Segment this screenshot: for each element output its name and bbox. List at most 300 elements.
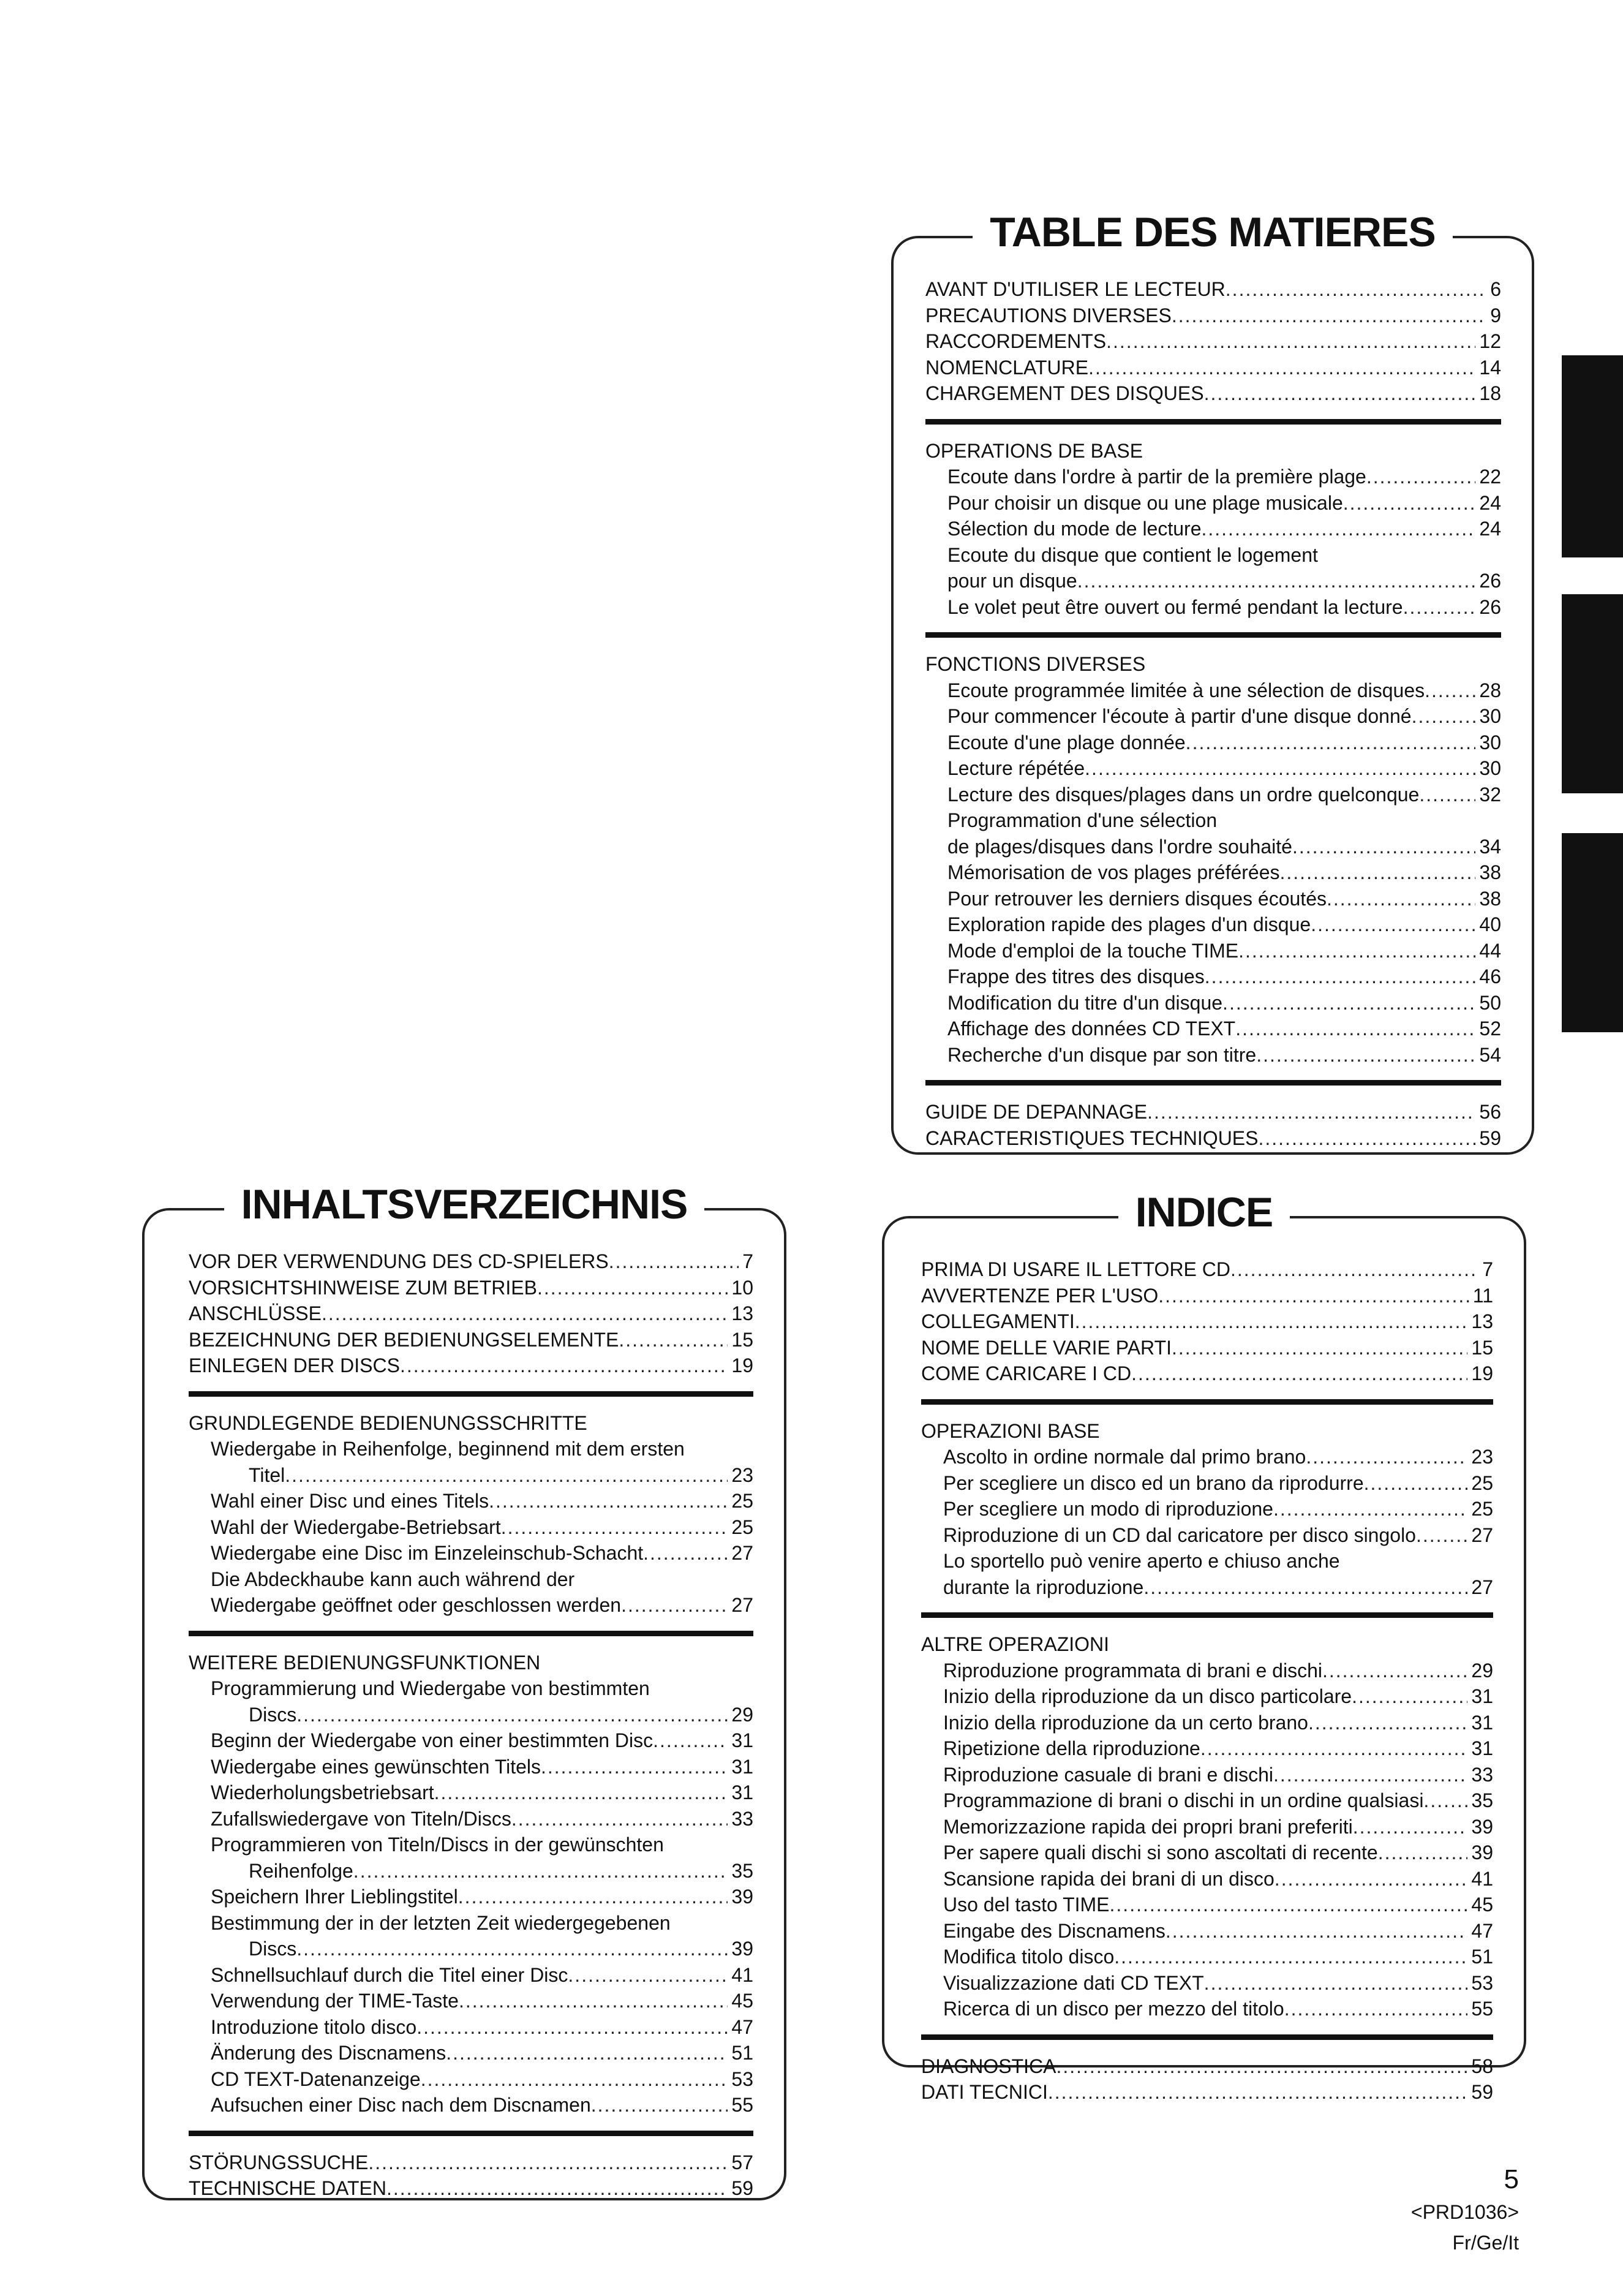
section-heading: OPERATIONS DE BASE [925, 439, 1143, 462]
toc-entry [943, 1918, 1493, 1944]
entry-page-number: 40 [1479, 913, 1501, 935]
dot-leader [1322, 1658, 1467, 1684]
de-bottom-section [189, 2150, 753, 2202]
dot-leader [1419, 782, 1475, 808]
entry-title: CARACTERISTIQUES TECHNIQUES [925, 1127, 1259, 1149]
entry-page-number: 54 [1479, 1043, 1501, 1066]
dot-leader [296, 1936, 728, 1962]
entry-title: Sélection du mode de lecture [947, 518, 1202, 540]
entry-title: Uso del tasto TIME [943, 1894, 1110, 1916]
entry-page-number: 31 [1471, 1685, 1493, 1707]
toc-entry [943, 1814, 1493, 1840]
dot-leader [1226, 276, 1486, 303]
fr-bottom-section [925, 1099, 1501, 1151]
toc-entry [211, 1806, 753, 1832]
toc-entry [211, 1754, 753, 1780]
toc-entry [943, 1574, 1493, 1601]
it-bottom-section [921, 2053, 1493, 2105]
entry-page-number: 15 [731, 1328, 753, 1351]
toc-entry [943, 1444, 1493, 1470]
entry-title: pour un disque [947, 570, 1077, 592]
entry-page-number: 24 [1479, 491, 1501, 514]
toc-entry [943, 1970, 1493, 1996]
toc-entry [211, 2092, 753, 2118]
entry-title: Recherche d'un disque par son titre [947, 1043, 1257, 1066]
section-heading: WEITERE BEDIENUNGSFUNKTIONEN [189, 1651, 541, 1674]
dot-leader [1147, 1099, 1475, 1125]
entry-title: NOMENCLATURE [925, 356, 1089, 379]
dot-leader [1143, 1574, 1467, 1601]
entry-title: Wiedergabe eines gewünschten Titels [211, 1755, 541, 1778]
toc-entry [211, 2040, 753, 2066]
toc-entry [925, 328, 1501, 355]
dot-leader [619, 1327, 728, 1353]
dot-leader [1172, 1335, 1467, 1361]
page-footer [1274, 2162, 1519, 2258]
toc-entry [189, 1275, 753, 1301]
entry-page-number: 38 [1479, 861, 1501, 883]
entry-title: Ecoute d'une plage donnée [947, 731, 1186, 753]
entry-title: Ripetizione della riproduzione [943, 1737, 1200, 1759]
entry-page-number: 11 [1472, 1284, 1493, 1307]
dot-leader [1204, 380, 1476, 407]
entry-page-number: 34 [1479, 835, 1501, 858]
toc-italiano [882, 1189, 1526, 2103]
toc-entry [211, 2014, 753, 2041]
toc-entry [947, 938, 1501, 964]
entry-title: GUIDE DE DEPANNAGE [925, 1101, 1148, 1123]
entry-page-number: 35 [731, 1859, 753, 1882]
dot-leader [1258, 1125, 1475, 1152]
dot-leader [489, 1488, 728, 1514]
dot-leader [1114, 1944, 1467, 1970]
entry-page-number: 30 [1479, 757, 1501, 779]
toc-entry [921, 1283, 1493, 1309]
entry-page-number: 59 [1479, 1127, 1501, 1149]
toc-entry [925, 303, 1501, 329]
entry-page-number: 14 [1479, 356, 1501, 379]
divider [921, 1399, 1493, 1405]
divider [189, 1391, 753, 1397]
entry-title: DATI TECNICI [921, 2081, 1048, 2103]
entry-title: Eingabe des Discnamens [943, 1919, 1165, 1942]
entry-page-number: 53 [1471, 1971, 1493, 1994]
fr-div-section [925, 678, 1501, 1068]
entry-page-number: 25 [1471, 1498, 1493, 1520]
entry-page-number: 52 [1479, 1018, 1501, 1040]
toc-entry [943, 1658, 1493, 1684]
toc-entry [921, 1361, 1493, 1387]
toc-entry [921, 1308, 1493, 1335]
entry-title: Wiedergabe geöffnet oder geschlossen werden [211, 1594, 622, 1616]
toc-entry [925, 276, 1501, 303]
dot-leader [1172, 303, 1486, 329]
dot-leader [1403, 594, 1476, 621]
entry-title: Wahl der Wiedergabe-Betriebsart [211, 1516, 501, 1538]
toc-entry [947, 964, 1501, 990]
entry-page-number: 15 [1471, 1336, 1493, 1359]
entry-title: Aufsuchen einer Disc nach dem Discnamen [211, 2094, 591, 2116]
entry-page-number: 31 [731, 1729, 753, 1751]
toc-entry [211, 1702, 753, 1728]
toc-entry [947, 703, 1501, 730]
fr-top-section [925, 276, 1501, 407]
dot-leader [1306, 1444, 1467, 1470]
dot-leader [541, 1754, 728, 1780]
toc-entry [947, 678, 1501, 704]
entry-page-number: 12 [1479, 330, 1501, 352]
dot-leader [1256, 1042, 1475, 1068]
entry-title: Discs [249, 1938, 297, 1960]
entry-page-number: 29 [1471, 1659, 1493, 1682]
entry-title: NOME DELLE VARIE PARTI [921, 1336, 1172, 1359]
dot-leader [459, 1988, 728, 2014]
toc-entry [189, 1301, 753, 1327]
entry-page-number: 46 [1479, 965, 1501, 988]
dot-leader [322, 1301, 728, 1327]
dot-leader [1230, 1256, 1478, 1283]
toc-entry [947, 886, 1501, 912]
entry-title: DIAGNOSTICA [921, 2055, 1056, 2077]
entry-page-number: 33 [731, 1807, 753, 1830]
toc-entry [211, 2066, 753, 2093]
entry-title: Frappe des titres des disques [947, 965, 1205, 988]
toc-entry [943, 1762, 1493, 1788]
dot-leader [568, 1962, 728, 1988]
toc-entry [925, 380, 1501, 407]
model-code: <PRD1036> [1410, 2201, 1519, 2223]
divider [925, 419, 1501, 425]
entry-page-number: 23 [731, 1463, 753, 1486]
toc-entry [943, 1866, 1493, 1892]
entry-page-number: 31 [1471, 1711, 1493, 1734]
entry-title: Ascolto in ordine normale dal primo brano [943, 1446, 1306, 1468]
entry-title: Visualizzazione dati CD TEXT [943, 1971, 1204, 1994]
entry-title: de plages/disques dans l'ordre souhaité [947, 835, 1292, 858]
toc-entry [211, 1884, 753, 1910]
toc-entry [943, 1735, 1493, 1762]
entry-title: Speichern Ihrer Lieblingstitel [211, 1886, 458, 1908]
page-number: 5 [1504, 2164, 1519, 2194]
dot-leader [1412, 703, 1476, 730]
dot-leader [1423, 1788, 1467, 1814]
toc-entry [943, 1996, 1493, 2022]
toc-entry: Programmieren von Titeln/Discs in der gewünschten [211, 1833, 664, 1856]
dot-leader [1110, 1892, 1468, 1918]
divider [921, 1612, 1493, 1618]
section-heading: FONCTIONS DIVERSES [925, 653, 1146, 675]
entry-page-number: 55 [731, 2094, 753, 2116]
toc-deutsch-title: INHALTSVERZEICHNIS [224, 1181, 705, 1228]
entry-page-number: 29 [731, 1703, 753, 1726]
entry-title: RACCORDEMENTS [925, 330, 1107, 352]
toc-entry [921, 1335, 1493, 1361]
dot-leader [591, 2092, 728, 2118]
dot-leader [1088, 355, 1475, 381]
dot-leader [1158, 1283, 1469, 1309]
entry-title: Titel [249, 1463, 285, 1486]
entry-title: Ricerca di un disco per mezzo del titolo [943, 1998, 1284, 2020]
toc-entry [943, 1470, 1493, 1497]
dot-leader [501, 1514, 728, 1541]
entry-page-number: 30 [1479, 731, 1501, 753]
entry-title: Pour commencer l'écoute à partir d'une disque donné [947, 705, 1412, 727]
dot-leader [511, 1806, 728, 1832]
divider [925, 1080, 1501, 1086]
entry-page-number: 19 [1471, 1362, 1493, 1384]
dot-leader [1352, 1683, 1467, 1710]
toc-entry [189, 1327, 753, 1353]
entry-page-number: 58 [1471, 2055, 1493, 2077]
entry-page-number: 45 [731, 1990, 753, 2012]
entry-page-number: 13 [1471, 1310, 1493, 1332]
entry-title: Wahl einer Disc und eines Titels [211, 1490, 489, 1512]
entry-title: Inizio della riproduzione da un certo brano [943, 1711, 1308, 1734]
toc-entry [211, 1858, 753, 1884]
entry-page-number: 27 [1471, 1576, 1493, 1598]
entry-title: Ecoute programmée limitée à une sélection de disques [947, 679, 1425, 701]
entry-page-number: 41 [731, 1963, 753, 1986]
entry-page-number: 18 [1479, 382, 1501, 404]
entry-title: Lecture répétée [947, 757, 1085, 779]
entry-page-number: 32 [1479, 783, 1501, 806]
entry-title: CD TEXT-Datenanzeige [211, 2068, 421, 2090]
entry-page-number: 33 [1471, 1763, 1493, 1786]
entry-title: durante la riproduzione [943, 1576, 1144, 1598]
it-base-section [921, 1444, 1493, 1600]
toc-entry [947, 834, 1501, 860]
tab-italiano [1562, 833, 1623, 1032]
entry-page-number: 38 [1479, 887, 1501, 910]
toc-entry: Die Abdeckhaube kann auch während der [211, 1568, 575, 1590]
fr-base-section [925, 464, 1501, 620]
toc-entry [211, 1988, 753, 2014]
dot-leader [537, 1275, 728, 1301]
entry-title: TECHNISCHE DATEN [189, 2177, 386, 2199]
toc-entry [943, 1944, 1493, 1970]
dot-leader [386, 2175, 728, 2202]
toc-entry: Lo sportello può venire aperto e chiuso anche [943, 1550, 1340, 1572]
entry-title: Schnellsuchlauf durch die Titel einer Disc [211, 1963, 568, 1986]
entry-title: Per scegliere un modo di riproduzione [943, 1498, 1273, 1520]
dot-leader [1205, 964, 1476, 990]
toc-entry [943, 1892, 1493, 1918]
entry-title: Modifica titolo disco [943, 1946, 1115, 1968]
toc-entry [947, 755, 1501, 782]
dot-leader [416, 2014, 728, 2041]
toc-entry [211, 1728, 753, 1754]
entry-title: AVANT D'UTILISER LE LECTEUR [925, 278, 1226, 300]
dot-leader [1186, 730, 1476, 756]
toc-entry [211, 1514, 753, 1541]
toc-entry [189, 1248, 753, 1275]
entry-page-number: 13 [731, 1302, 753, 1324]
dot-leader [458, 1884, 728, 1910]
entry-title: BEZEICHNUNG DER BEDIENUNGSELEMENTE [189, 1328, 619, 1351]
divider [921, 2034, 1493, 2040]
entry-page-number: 59 [1471, 2081, 1493, 2103]
entry-title: Le volet peut être ouvert ou fermé pendant la lecture [947, 595, 1403, 618]
dot-leader [1201, 516, 1475, 542]
toc-entry [943, 1710, 1493, 1736]
dot-leader [1353, 1814, 1468, 1840]
entry-title: Programmazione di brani o dischi in un ordine qualsiasi [943, 1789, 1424, 1811]
dot-leader [1366, 464, 1476, 490]
dot-leader [1425, 678, 1475, 704]
de-more-section [189, 1675, 753, 2118]
entry-page-number: 31 [731, 1755, 753, 1778]
toc-entry [947, 1042, 1501, 1068]
entry-page-number: 27 [1471, 1524, 1493, 1546]
entry-page-number: 47 [731, 2015, 753, 2038]
entry-title: Riproduzione casuale di brani e dischi [943, 1763, 1273, 1786]
dot-leader [1327, 886, 1475, 912]
dot-leader [434, 1780, 728, 1806]
entry-page-number: 26 [1479, 595, 1501, 618]
toc-entry [189, 2175, 753, 2202]
entry-title: Mémorisation de vos plages préférées [947, 861, 1280, 883]
toc-entry [211, 1780, 753, 1806]
toc-entry [211, 1962, 753, 1988]
entry-page-number: 10 [731, 1276, 753, 1299]
entry-title: Änderung des Discnamens [211, 2042, 446, 2064]
toc-entry [925, 355, 1501, 381]
toc-entry [211, 1462, 753, 1489]
entry-title: Beginn der Wiedergabe von einer bestimmten Disc [211, 1729, 653, 1751]
it-top-section [921, 1256, 1493, 1387]
toc-entry [947, 859, 1501, 886]
dot-leader [1235, 1016, 1475, 1042]
toc-entry [943, 1496, 1493, 1522]
entry-page-number: 39 [1471, 1841, 1493, 1864]
dot-leader [1077, 568, 1476, 594]
toc-entry [189, 1353, 753, 1379]
dot-leader [1075, 1308, 1468, 1335]
toc-entry: Ecoute du disque que contient le logement [947, 543, 1318, 566]
dot-leader [1200, 1735, 1468, 1762]
toc-entry [947, 594, 1501, 621]
toc-entry: Programmierung und Wiedergabe von bestimmten [211, 1677, 650, 1699]
entry-title: Lecture des disques/plages dans un ordre quelconque [947, 783, 1420, 806]
toc-entry [947, 516, 1501, 542]
entry-title: COME CARICARE I CD [921, 1362, 1132, 1384]
entry-page-number: 31 [731, 1781, 753, 1803]
entry-page-number: 53 [731, 2068, 753, 2090]
entry-title: Memorizzazione rapida dei propri brani preferiti [943, 1815, 1353, 1838]
tab-francais [1562, 355, 1623, 557]
toc-francais [891, 209, 1534, 1155]
entry-page-number: 55 [1471, 1998, 1493, 2020]
dot-leader [1378, 1840, 1468, 1866]
entry-page-number: 59 [731, 2177, 753, 2199]
entry-title: PRECAUTIONS DIVERSES [925, 304, 1172, 327]
entry-title: Wiedergabe eine Disc im Einzeleinschub-Schacht [211, 1542, 644, 1564]
dot-leader [1056, 2053, 1467, 2080]
dot-leader [1280, 859, 1476, 886]
entry-page-number: 57 [731, 2151, 753, 2173]
entry-title: Per scegliere un disco ed un brano da riprodurre [943, 1471, 1364, 1494]
entry-title: EINLEGEN DER DISCS [189, 1354, 400, 1376]
dot-leader [285, 1462, 728, 1489]
dot-leader [1364, 1470, 1468, 1497]
entry-page-number: 9 [1490, 304, 1501, 327]
section-heading: GRUNDLEGENDE BEDIENUNGSSCHRITTE [189, 1411, 587, 1434]
entry-title: Ecoute dans l'ordre à partir de la première plage [947, 466, 1366, 488]
dot-leader [296, 1702, 728, 1728]
entry-title: Zufallswiedergave von Titeln/Discs [211, 1807, 511, 1830]
dot-leader [643, 1540, 728, 1566]
entry-page-number: 44 [1479, 939, 1501, 962]
divider [189, 2131, 753, 2136]
toc-entry [947, 464, 1501, 490]
toc-entry [189, 2150, 753, 2176]
entry-page-number: 23 [1471, 1446, 1493, 1468]
toc-entry [211, 1592, 753, 1618]
entry-title: Riproduzione di un CD dal caricatore per disco singolo [943, 1524, 1416, 1546]
entry-page-number: 47 [1471, 1919, 1493, 1942]
entry-title: Introduzione titolo disco [211, 2015, 417, 2038]
entry-page-number: 26 [1479, 570, 1501, 592]
dot-leader [400, 1353, 728, 1379]
toc-entry: Bestimmung der in der letzten Zeit wiedergegebenen [211, 1911, 671, 1934]
section-heading: ALTRE OPERAZIONI [921, 1633, 1110, 1655]
entry-title: Scansione rapida dei brani di un disco [943, 1867, 1275, 1890]
toc-entry [947, 730, 1501, 756]
dot-leader [609, 1248, 739, 1275]
entry-title: Discs [249, 1703, 297, 1726]
toc-entry [921, 2079, 1493, 2105]
toc-entry [947, 912, 1501, 938]
toc-entry [211, 1540, 753, 1566]
entry-title: Modification du titre d'un disque [947, 991, 1223, 1014]
entry-page-number: 25 [731, 1516, 753, 1538]
entry-page-number: 50 [1479, 991, 1501, 1014]
entry-page-number: 25 [731, 1490, 753, 1512]
tab-deutsch [1562, 594, 1623, 793]
de-base-section [189, 1436, 753, 1618]
toc-francais-title: TABLE DES MATIERES [973, 209, 1453, 255]
dot-leader [653, 1728, 728, 1754]
toc-entry [211, 1488, 753, 1514]
it-other-section [921, 1658, 1493, 2022]
toc-entry [947, 568, 1501, 594]
toc-entry [943, 1522, 1493, 1549]
dot-leader [353, 1858, 728, 1884]
entry-page-number: 41 [1471, 1867, 1493, 1890]
entry-page-number: 51 [1471, 1946, 1493, 1968]
entry-page-number: 19 [731, 1354, 753, 1376]
dot-leader [1048, 2079, 1468, 2105]
entry-title: Wiederholungsbetriebsart [211, 1781, 434, 1803]
dot-leader [421, 2066, 728, 2093]
dot-leader [1273, 1496, 1467, 1522]
entry-title: AVVERTENZE PER L'USO [921, 1284, 1159, 1307]
entry-page-number: 56 [1479, 1101, 1501, 1123]
toc-entry [921, 2053, 1493, 2080]
divider [189, 1631, 753, 1636]
dot-leader [1343, 490, 1476, 516]
toc-entry [925, 1099, 1501, 1125]
entry-page-number: 22 [1479, 466, 1501, 488]
toc-italiano-title: INDICE [1118, 1189, 1290, 1236]
entry-page-number: 28 [1479, 679, 1501, 701]
dot-leader [1284, 1996, 1468, 2022]
entry-title: Pour retrouver les derniers disques écoutés [947, 887, 1327, 910]
entry-title: Mode d'emploi de la touche TIME [947, 939, 1239, 962]
entry-title: Affichage des données CD TEXT [947, 1018, 1236, 1040]
entry-page-number: 51 [731, 2042, 753, 2064]
entry-page-number: 6 [1490, 278, 1501, 300]
